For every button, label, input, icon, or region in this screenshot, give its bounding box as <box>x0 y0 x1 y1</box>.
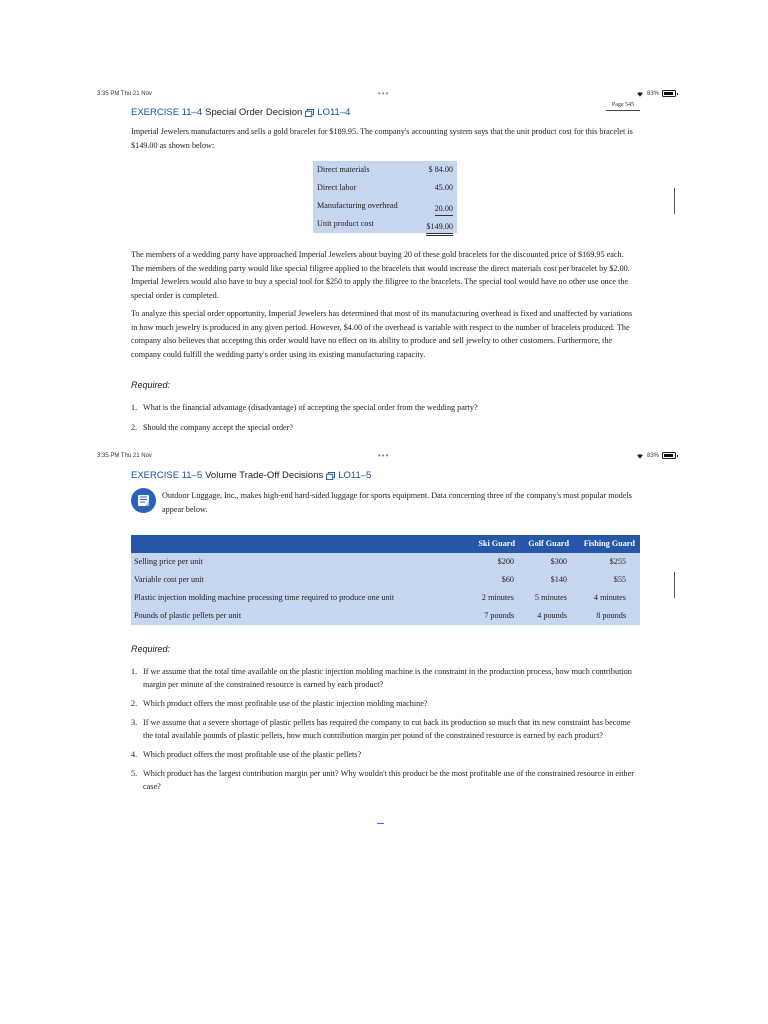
exercise-paragraph: The members of a wedding party have approached Imperial Jewelers about buying 20 of these gold bracelets for the discounted price of $169.95 each. The members of the wedding party would like special filigree applied to the bracelets that would increase the direct materials cost per bracelet by $2.00. Imperial Jewelers would also have to buy a special tool for $250 to apply the filigree to the bracelets. The special tool would have no other use once the special order is completed. <box>131 250 630 300</box>
learning-objective-link-icon[interactable] <box>326 472 335 480</box>
list-item <box>131 767 641 793</box>
battery-percent: 83% <box>646 452 659 459</box>
page-divider <box>377 823 384 824</box>
column-header: Golf Guard <box>528 539 569 548</box>
table-row <box>131 571 640 589</box>
spreadsheet-icon <box>137 494 150 507</box>
row-label: Pounds of plastic pellets per unit <box>134 611 242 620</box>
list-item <box>131 716 641 742</box>
page-number: Page 545 <box>606 102 640 111</box>
list-item <box>131 401 641 414</box>
status-time: 3:35 PM Thu 21 Nov <box>97 91 152 97</box>
question-text: What is the financial advantage (disadvantage) of accepting the special order from the wedding party? <box>143 403 478 412</box>
question-number: 1. <box>131 403 138 412</box>
list-item <box>131 421 641 434</box>
exercise-number: EXERCISE 11–4 <box>131 107 203 118</box>
table-header <box>131 535 640 553</box>
battery-icon <box>662 90 676 97</box>
battery-percent: 83% <box>646 90 659 97</box>
question-text: Which product offers the most profitable use of the plastic injection molding machine? <box>143 699 428 708</box>
status-bar <box>0 451 768 463</box>
list-item <box>131 697 641 710</box>
exercise-intro: Outdoor Luggage, Inc., makes high-end hard-sided luggage for sports equipment. Data concerning three of the company's most popular models appear below. <box>162 491 632 514</box>
table-cell: 8 pounds <box>596 611 626 620</box>
cost-label: Direct labor <box>317 183 357 192</box>
exercise-name: Volume Trade-Off Decisions <box>205 470 324 481</box>
question-number: 3. <box>131 718 138 727</box>
question-list <box>131 665 641 793</box>
wifi-icon <box>636 453 644 459</box>
table-cell: $55 <box>613 575 626 584</box>
exercise-paragraph: To analyze this special order opportunity, Imperial Jewelers has determined that most of its manufacturing overhead is fixed and unaffected by variations in how much jewelry is produced in any given period. However, $4.00 of the overhead is variable with respect to the number of bracelets produced. The company also believes that accepting this order would have no effect on its ability to produce and sell jewelry to other customers. Furthermore, the company could fulfill the wedding party's order using its existing manufacturing capacity. <box>131 309 633 359</box>
exercise-title <box>131 107 350 118</box>
table-cell: $300 <box>550 557 567 566</box>
unit-cost-table <box>313 161 457 233</box>
scroll-indicator[interactable] <box>674 572 675 598</box>
table-cell: $255 <box>609 557 626 566</box>
table-cell: 5 minutes <box>534 593 567 602</box>
cost-value: $149.00 <box>426 221 453 236</box>
question-text: Which product offers the most profitable use of the plastic pellets? <box>143 750 362 759</box>
learning-objective-link[interactable]: LO11–4 <box>317 107 351 118</box>
cost-value: 45.00 <box>434 183 453 192</box>
exercise-intro: Imperial Jewelers manufactures and sells a gold bracelet for $189.95. The company's accounting system says that the unit product cost for this bracelet is $149.00 as shown below: <box>131 127 633 150</box>
table-row <box>131 589 640 607</box>
table-cell: $140 <box>550 575 567 584</box>
question-text: Should the company accept the special order? <box>143 423 294 432</box>
required-heading: Required: <box>131 380 171 390</box>
cost-row <box>313 197 457 215</box>
exercise-title <box>131 470 371 481</box>
cost-row <box>313 215 457 233</box>
question-number: 4. <box>131 750 138 759</box>
table-cell: 7 pounds <box>484 611 514 620</box>
question-text: Which product has the largest contribution margin per unit? Why wouldn't this product be the most profitable use of the constrained resource in either case? <box>143 769 635 791</box>
battery-group <box>636 452 676 459</box>
question-number: 2. <box>131 699 138 708</box>
status-time: 3:35 PM Thu 21 Nov <box>97 453 152 459</box>
question-list <box>131 401 641 434</box>
wifi-icon <box>636 91 644 97</box>
cost-label: Direct materials <box>317 165 370 174</box>
question-text: If we assume that the total time available on the plastic injection molding machine is the constraint in the production process, how much contribution margin per minute of the constrained resource is earned by each product? <box>143 667 632 689</box>
table-cell: 4 minutes <box>593 593 626 602</box>
learning-objective-link[interactable]: LO11–5 <box>338 470 372 481</box>
table-cell: $200 <box>497 557 514 566</box>
cost-value: $ 84.00 <box>428 165 453 174</box>
exercise-name: Special Order Decision <box>205 107 303 118</box>
cost-row <box>313 179 457 197</box>
column-header: Fishing Guard <box>583 539 635 548</box>
cost-label: Unit product cost <box>317 219 374 228</box>
excel-template-badge[interactable] <box>131 488 156 513</box>
status-bar <box>0 89 768 101</box>
cost-row <box>313 161 457 179</box>
scroll-indicator[interactable] <box>674 188 675 214</box>
cost-label: Manufacturing overhead <box>317 201 398 210</box>
question-number: 5. <box>131 769 138 778</box>
more-dots-icon[interactable]: ••• <box>378 451 390 460</box>
product-data-table <box>131 535 640 625</box>
question-number: 1. <box>131 667 138 676</box>
list-item <box>131 748 641 761</box>
column-header: Ski Guard <box>478 539 515 548</box>
required-heading: Required: <box>131 644 171 654</box>
battery-icon <box>662 452 676 459</box>
table-cell: 4 pounds <box>537 611 567 620</box>
question-number: 2. <box>131 423 138 432</box>
list-item <box>131 665 641 691</box>
table-row <box>131 607 640 625</box>
learning-objective-link-icon[interactable] <box>305 109 314 117</box>
table-row <box>131 553 640 571</box>
question-text: If we assume that a severe shortage of plastic pellets has required the company to cut back its production so much that its new constraint has become the total available pounds of plastic pellets, how much contribution margin per pound of the constrained resource is earned by each product? <box>143 718 631 740</box>
cost-value: 20.00 <box>435 203 453 216</box>
battery-group <box>636 90 676 97</box>
exercise-number: EXERCISE 11–5 <box>131 470 203 481</box>
row-label: Plastic injection molding machine processing time required to produce one unit <box>134 593 395 602</box>
more-dots-icon[interactable]: ••• <box>378 89 390 98</box>
table-cell: $60 <box>501 575 514 584</box>
table-cell: 2 minutes <box>481 593 514 602</box>
row-label: Selling price per unit <box>134 557 203 566</box>
row-label: Variable cost per unit <box>134 575 204 584</box>
